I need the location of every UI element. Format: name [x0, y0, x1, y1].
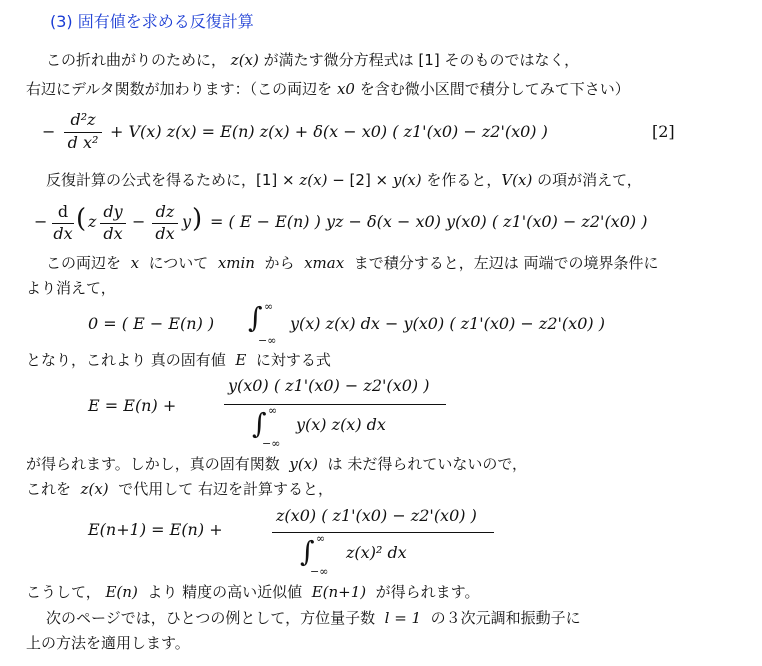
section-heading: (3) 固有値を求める反復計算	[50, 12, 254, 31]
text: が満たす微分方程式は [1] そのものではなく，	[263, 51, 580, 69]
eq2-numerator: d²z	[70, 110, 96, 129]
integral-sign: ∫	[300, 535, 315, 568]
eq3-dy: dy	[103, 202, 123, 221]
text: まで積分すると，左辺は 両端での境界条件に	[353, 254, 659, 272]
fraction-bar	[100, 223, 126, 224]
eq3-dx: dx	[53, 224, 73, 243]
text: こうして，	[26, 583, 101, 601]
integral-lower-limit: −∞	[310, 565, 329, 578]
paragraph-1-line-1	[46, 50, 579, 70]
eq6-denominator: z(x)² dx	[346, 543, 407, 562]
eq3-dz-fraction	[152, 202, 178, 243]
math-vx: V(x)	[501, 171, 533, 189]
text: を含む微小区間で積分してみて下さい）	[359, 80, 630, 98]
eq3-dy-fraction	[100, 202, 126, 243]
text: 次のページでは，ひとつの例として，方位量子数	[46, 609, 376, 627]
text: より 精度の高い近似値	[147, 583, 303, 601]
math-E: E	[235, 351, 247, 369]
text: に対する式	[255, 351, 331, 369]
math-En: E(n)	[105, 583, 138, 601]
eq3-minus: −	[34, 212, 48, 231]
eq3-dx: dx	[155, 224, 175, 243]
fraction-bar	[52, 223, 74, 224]
eq5-lhs: E = E(n) +	[88, 396, 177, 415]
eq5-denominator: y(x) z(x) dx	[296, 415, 386, 434]
paragraph-6-line-3: 上の方法を適用します。	[26, 634, 190, 652]
eq2-body: + V(x) z(x) = E(n) z(x) + δ(x − x0) ( z1'(x0) − z2'(x0) )	[110, 122, 548, 141]
text: の項が消えて，	[532, 171, 642, 189]
eq6-fraction-bar	[272, 532, 494, 533]
text: は 未だ得られていないので，	[327, 455, 528, 473]
text: となり，これより 真の固有値	[26, 351, 226, 369]
text: この折れ曲がりのために，	[46, 51, 227, 69]
text: を作ると，	[421, 171, 502, 189]
fraction-bar	[64, 132, 102, 133]
math-xmax: xmax	[304, 254, 345, 272]
eq2-denominator: d x²	[67, 133, 99, 152]
text: この両辺を	[46, 254, 122, 272]
math-En1: E(n+1)	[311, 583, 367, 601]
eq6-lhs: E(n+1) = E(n) +	[88, 520, 223, 539]
eq3-dz: dz	[155, 202, 175, 221]
paragraph-3-line-2: より消えて，	[26, 279, 116, 297]
text: で代用して 右辺を計算すると，	[118, 480, 333, 498]
eq2-tag: [2]	[652, 122, 675, 141]
eq3-dx: dx	[103, 224, 123, 243]
text: − [2] ×	[327, 171, 393, 189]
paragraph-5-line-1	[26, 454, 527, 474]
eq3-y: y	[182, 212, 192, 231]
text: が得られます。	[375, 583, 480, 601]
paragraph-5-line-2	[26, 479, 333, 499]
eq3-rparen: )	[192, 204, 203, 234]
math-zx: z(x)	[230, 51, 259, 69]
eq3-rhs: = ( E − E(n) ) yz − δ(x − x0) y(x0) ( z1'(x0) − z2'(x0) )	[210, 212, 648, 231]
eq3-z: z	[88, 212, 97, 231]
paragraph-4	[26, 350, 331, 370]
eq3-lparen: (	[76, 204, 87, 234]
eq4-lhs: 0 = ( E − E(n) )	[88, 314, 215, 333]
math-zx: z(x)	[299, 171, 328, 189]
integral-lower-limit: −∞	[258, 334, 277, 347]
math-xmin: xmin	[217, 254, 255, 272]
paragraph-6-line-2	[46, 608, 581, 628]
paragraph-2	[46, 170, 642, 190]
eq3-minus-inner: −	[132, 212, 146, 231]
integral-sign: ∫	[248, 301, 263, 334]
text: が得られます。しかし，真の固有関数	[26, 455, 280, 473]
integral-upper-limit: ∞	[316, 532, 326, 545]
text: これを	[26, 480, 72, 498]
text: 右辺にデルタ関数が加わります：（この両辺を	[26, 80, 333, 98]
math-x0: x0	[336, 80, 355, 98]
eq3-outer-fraction	[52, 202, 74, 243]
eq5-fraction-bar	[224, 404, 446, 405]
eq3-d: d	[57, 202, 69, 221]
text: から	[264, 254, 295, 272]
eq4-rhs: y(x) z(x) dx − y(x0) ( z1'(x0) − z2'(x0) )	[290, 314, 605, 333]
math-l: l = 1	[384, 609, 422, 627]
paragraph-6-line-1	[26, 582, 479, 602]
paragraph-1-line-2	[26, 79, 630, 99]
math-yx: y(x)	[289, 455, 318, 473]
integral-lower-limit: −∞	[262, 437, 281, 450]
paragraph-3-line-1	[46, 253, 659, 273]
text: 反復計算の公式を得るために，[1] ×	[46, 171, 300, 189]
fraction-bar	[152, 223, 178, 224]
integral-upper-limit: ∞	[264, 300, 274, 313]
eq2-lhs-fraction	[62, 110, 104, 152]
text: の３次元調和振動子に	[430, 609, 581, 627]
math-x: x	[130, 254, 140, 272]
integral-upper-limit: ∞	[268, 404, 278, 417]
eq6-numerator: z(x0) ( z1'(x0) − z2'(x0) )	[276, 506, 477, 525]
text: について	[148, 254, 209, 272]
eq5-numerator: y(x0) ( z1'(x0) − z2'(x0) )	[228, 376, 430, 395]
integral-sign: ∫	[252, 407, 267, 440]
math-zx: z(x)	[80, 480, 109, 498]
eq2-minus: −	[42, 122, 56, 141]
math-yx: y(x)	[392, 171, 422, 189]
